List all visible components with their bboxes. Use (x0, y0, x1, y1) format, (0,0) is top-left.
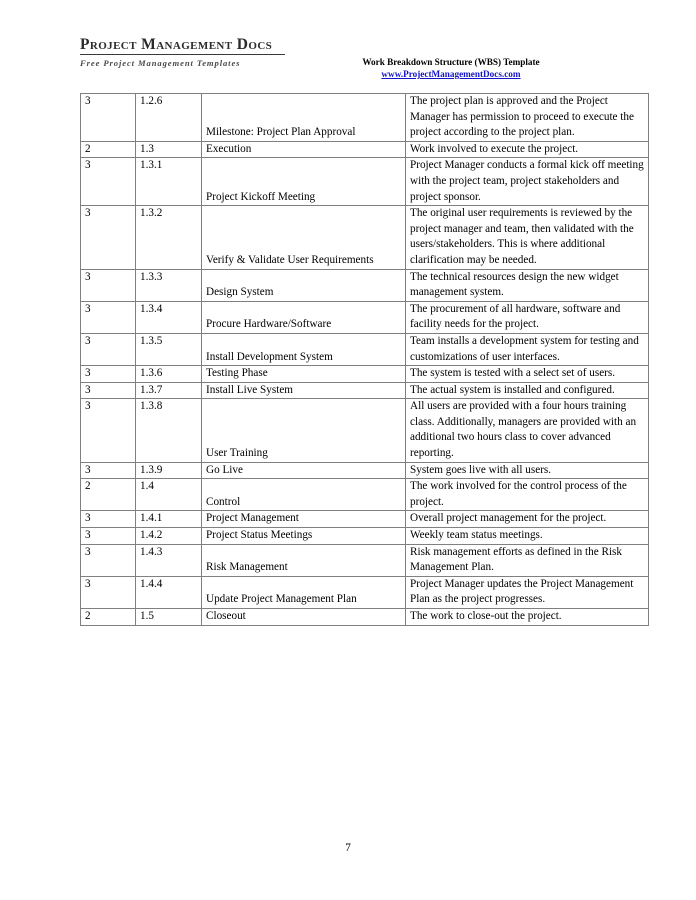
table-cell-level: 3 (81, 462, 136, 479)
table-cell-code: 1.3.7 (136, 382, 202, 399)
table-row (81, 206, 649, 269)
table-cell-code: 1.3.1 (136, 158, 202, 206)
brand-block (80, 36, 295, 69)
table-cell-element: Verify & Validate User Requirements (202, 206, 406, 269)
table-cell-element: Go Live (202, 462, 406, 479)
table-cell-element: Testing Phase (202, 366, 406, 383)
table-cell-code: 1.4.1 (136, 511, 202, 528)
table-row (81, 399, 649, 462)
brand-title: Project Management Docs (80, 36, 273, 53)
table-cell-definition: The actual system is installed and configured. (406, 382, 649, 399)
table-row (81, 479, 649, 511)
wbs-table-body (81, 94, 649, 626)
table-cell-definition: The original user requirements is reviewed by the project manager and team, then validated with the users/stakeholders. This is where additional clarification may be needed. (406, 206, 649, 269)
table-cell-element: Closeout (202, 609, 406, 626)
table-cell-definition: Overall project management for the project. (406, 511, 649, 528)
table-cell-level: 3 (81, 333, 136, 365)
table-cell-level: 3 (81, 269, 136, 301)
table-cell-element: Project Kickoff Meeting (202, 158, 406, 206)
table-row (81, 158, 649, 206)
website-link[interactable]: www.ProjectManagementDocs.com (381, 69, 521, 79)
table-cell-element: User Training (202, 399, 406, 462)
table-cell-definition: Project Manager updates the Project Management Plan as the project progresses. (406, 576, 649, 608)
page-header (80, 36, 616, 80)
table-cell-level: 2 (81, 141, 136, 158)
table-cell-code: 1.3.3 (136, 269, 202, 301)
table-cell-definition: The project plan is approved and the Project Manager has permission to proceed to execute the project according to the project plan. (406, 94, 649, 142)
table-cell-element: Project Status Meetings (202, 528, 406, 545)
table-cell-level: 3 (81, 206, 136, 269)
document-title: Work Breakdown Structure (WBS) Template (362, 57, 540, 67)
table-row (81, 301, 649, 333)
table-cell-definition: All users are provided with a four hours training class. Additionally, managers are provided with an additional two hours class to cover advanced reporting. (406, 399, 649, 462)
table-cell-definition: Project Manager conducts a formal kick off meeting with the project team, project stakeholders and project sponsor. (406, 158, 649, 206)
table-row (81, 544, 649, 576)
table-cell-level: 3 (81, 301, 136, 333)
table-cell-element: Milestone: Project Plan Approval (202, 94, 406, 142)
table-cell-definition: The technical resources design the new widget management system. (406, 269, 649, 301)
table-cell-level: 2 (81, 479, 136, 511)
table-row (81, 609, 649, 626)
table-cell-element: Update Project Management Plan (202, 576, 406, 608)
brand-tagline: Free Project Management Templates (80, 58, 241, 68)
wbs-table (80, 93, 649, 626)
table-cell-code: 1.3.8 (136, 399, 202, 462)
table-cell-definition: The work involved for the control process of the project. (406, 479, 649, 511)
table-cell-definition: System goes live with all users. (406, 462, 649, 479)
table-cell-definition: The work to close-out the project. (406, 609, 649, 626)
table-cell-definition: Risk management efforts as defined in the Risk Management Plan. (406, 544, 649, 576)
table-cell-level: 3 (81, 158, 136, 206)
table-cell-code: 1.4 (136, 479, 202, 511)
table-cell-code: 1.3.2 (136, 206, 202, 269)
table-cell-element: Install Live System (202, 382, 406, 399)
table-row (81, 382, 649, 399)
table-cell-element: Control (202, 479, 406, 511)
table-cell-level: 3 (81, 382, 136, 399)
table-row (81, 511, 649, 528)
table-cell-element: Install Development System (202, 333, 406, 365)
table-cell-code: 1.3.9 (136, 462, 202, 479)
table-cell-element: Design System (202, 269, 406, 301)
table-row (81, 94, 649, 142)
table-row (81, 333, 649, 365)
table-cell-code: 1.4.4 (136, 576, 202, 608)
table-cell-element: Project Management (202, 511, 406, 528)
table-cell-element: Risk Management (202, 544, 406, 576)
table-row (81, 269, 649, 301)
table-row (81, 576, 649, 608)
page-number: 7 (345, 842, 351, 854)
table-cell-level: 3 (81, 511, 136, 528)
table-cell-code: 1.3.6 (136, 366, 202, 383)
table-cell-code: 1.5 (136, 609, 202, 626)
table-row (81, 141, 649, 158)
table-cell-code: 1.3 (136, 141, 202, 158)
table-cell-definition: Work involved to execute the project. (406, 141, 649, 158)
table-cell-code: 1.2.6 (136, 94, 202, 142)
table-cell-level: 3 (81, 528, 136, 545)
brand-divider (80, 54, 285, 55)
table-row (81, 366, 649, 383)
table-cell-level: 2 (81, 609, 136, 626)
table-cell-level: 3 (81, 399, 136, 462)
table-cell-definition: The procurement of all hardware, software and facility needs for the project. (406, 301, 649, 333)
table-cell-definition: Weekly team status meetings. (406, 528, 649, 545)
table-cell-code: 1.4.2 (136, 528, 202, 545)
table-cell-level: 3 (81, 576, 136, 608)
table-row (81, 462, 649, 479)
table-cell-element: Execution (202, 141, 406, 158)
table-cell-element: Procure Hardware/Software (202, 301, 406, 333)
table-cell-level: 3 (81, 94, 136, 142)
table-row (81, 528, 649, 545)
table-cell-code: 1.3.5 (136, 333, 202, 365)
table-cell-code: 1.4.3 (136, 544, 202, 576)
table-cell-definition: The system is tested with a select set of users. (406, 366, 649, 383)
table-cell-level: 3 (81, 366, 136, 383)
table-cell-definition: Team installs a development system for testing and customizations of user interfaces. (406, 333, 649, 365)
table-cell-level: 3 (81, 544, 136, 576)
table-cell-code: 1.3.4 (136, 301, 202, 333)
document-header-block (286, 56, 616, 80)
